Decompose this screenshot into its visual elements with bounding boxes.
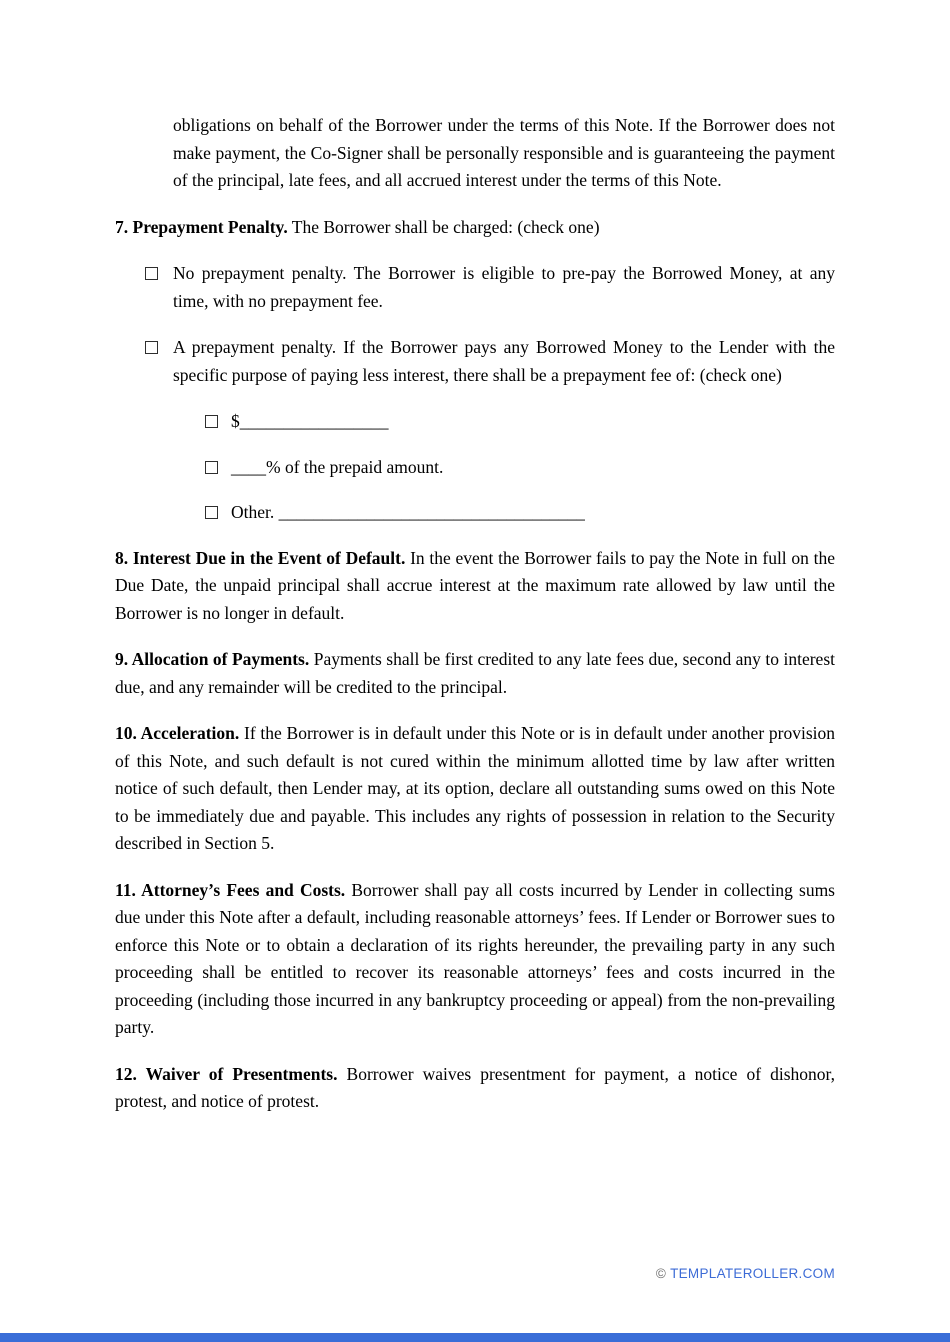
- section-9-heading: 9. Allocation of Payments.: [115, 649, 310, 669]
- section-12-waiver-of-presentments: [115, 1061, 835, 1116]
- no-prepayment-penalty-label: No prepayment penalty. The Borrower is eligible to pre-pay the Borrowed Money, at any time, with no prepayment fee.: [173, 263, 835, 311]
- section-7-text: The Borrower shall be charged: (check one): [291, 216, 600, 237]
- section-12-text: Borrower waives presentment for payment, a notice of dishonor, protest, and notice of protest.: [115, 1063, 836, 1111]
- section-11-heading: 11. Attorney’s Fees and Costs.: [115, 879, 346, 900]
- section-8-heading: 8. Interest Due in the Event of Default.: [115, 547, 406, 568]
- prepayment-penalty-checkbox[interactable]: [145, 341, 158, 354]
- prepayment-penalty-label: A prepayment penalty. If the Borrower pays any Borrowed Money to the Lender with the specific purpose of paying less interest, there shall be a prepayment fee of: (check one): [173, 337, 835, 385]
- page-footer: [656, 1265, 835, 1283]
- section-8-text: In the event the Borrower fails to pay the Note in full on the Due Date, the unpaid principal shall accrue interest at the maximum rate allowed by law until the Borrower is no longer in default.: [115, 547, 835, 623]
- option-no-prepayment-penalty: [145, 260, 835, 315]
- no-prepayment-penalty-checkbox[interactable]: [145, 267, 158, 280]
- section-10-heading: 10. Acceleration.: [115, 723, 240, 743]
- sub-option-other: [205, 499, 835, 527]
- section-8-interest-due-default: [115, 545, 835, 628]
- paragraph-cosigner-continuation: obligations on behalf of the Borrower under the terms of this Note. If the Borrower does not make payment, the Co-Signer shall be personally responsible and is guaranteeing the payment of the principal, late fees, and all accrued interest under the terms of this Note.: [173, 115, 835, 190]
- other-label: Other. ___________________________________: [231, 502, 585, 522]
- option-prepayment-penalty: [145, 334, 835, 389]
- section-9-text: Payments shall be first credited to any late fees due, second any to interest due, and any remainder will be credited to the principal.: [115, 649, 836, 697]
- other-checkbox[interactable]: [205, 506, 218, 519]
- section-7-heading: 7. Prepayment Penalty.: [115, 216, 288, 237]
- dollar-amount-label: $_________________: [231, 411, 389, 431]
- bottom-blue-bar: [0, 1333, 950, 1342]
- section-12-heading: 12. Waiver of Presentments.: [115, 1063, 338, 1084]
- section-10-text: If the Borrower is in default under this Note or is in default under another provision of this Note, and such default is not cured within the minimum allotted time by law after written notice of such default, then Lender may, at its option, declare all outstanding sums owed on this Note to be immediately due and payable. This includes any rights of possession in relation to the Security described in Section 5.: [115, 723, 835, 853]
- percent-amount-label: ____% of the prepaid amount.: [231, 456, 444, 477]
- section-11-attorneys-fees: [115, 877, 835, 1042]
- copyright-symbol: ©: [655, 1266, 667, 1281]
- templateroller-link[interactable]: TEMPLATEROLLER.COM: [670, 1266, 835, 1281]
- sub-option-dollar-amount: [205, 408, 835, 436]
- percent-amount-checkbox[interactable]: [205, 461, 218, 474]
- document-content: [115, 112, 835, 1135]
- section-7-prepayment-penalty: [115, 214, 835, 242]
- sub-option-percent-amount: [205, 454, 835, 482]
- section-10-acceleration: [115, 720, 835, 858]
- section-11-text: Borrower shall pay all costs incurred by Lender in collecting sums due under this Note after a default, including reasonable attorneys’ fees. If Lender or Borrower sues to enforce this Note or to obtain a declaration of its rights hereunder, the prevailing party in any such proceeding shall be entitled to recover its reasonable attorneys’ fees and costs incurred in the proceeding (including those incurred in any bankruptcy proceeding or appeal) from the non-prevailing party.: [115, 879, 835, 1037]
- section-9-allocation-of-payments: [115, 646, 835, 701]
- dollar-amount-checkbox[interactable]: [205, 415, 218, 428]
